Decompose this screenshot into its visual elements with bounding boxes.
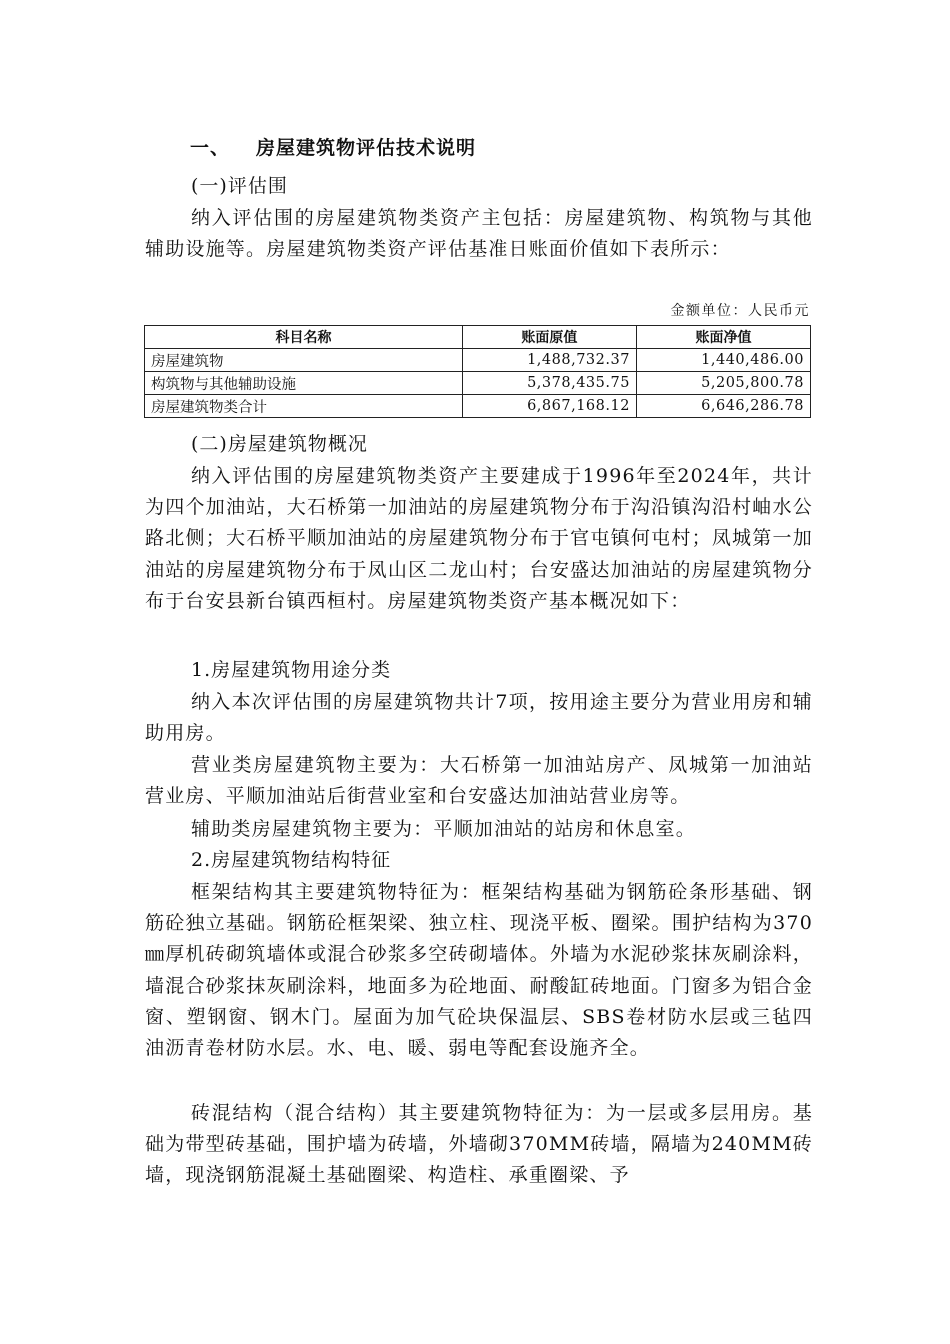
column-header: 账面原值 [462,326,636,349]
frame-structure-paragraph: 框架结构其主要建筑物特征为：框架结构基础为钢筋砼条形基础、钢筋砼独立基础。钢筋砼框架梁、独立柱、现浇平板、圈梁。围护结构为370㎜厚机砖砌筑墙体或混合砂浆多空砖砌墙体。外墙为水泥砂浆抹灰刷涂料，墙混合砂浆抹灰刷涂料，地面多为砼地面、耐酸缸砖地面。门窗多为铝合金窗、塑钢窗、钢木门。屋面为加气砼块保温层、SBS卷材防水层或三毡四油沥青卷材防水层。水、电、暖、弱电等配套设施齐全。 [145,881,813,1060]
original-value: 6,867,168.12 [462,395,636,418]
usage-paragraph: 纳入本次评估围的房屋建筑物共计7项，按用途主要分为营业用房和辅助用房。 [145,691,813,745]
book-value-table [144,325,811,418]
net-value: 6,646,286.78 [636,395,810,418]
item-name: 房屋建筑物 [145,349,463,372]
original-value: 1,488,732.37 [462,349,636,372]
table-row [145,349,811,372]
column-header: 账面净值 [636,326,810,349]
section-number: 一、 [190,137,231,159]
scope-paragraph: 纳入评估围的房屋建筑物类资产主包括：房屋建筑物、构筑物与其他辅助设施等。房屋建筑物类资产评估基准日账面价值如下表所示： [145,207,813,261]
net-value: 5,205,800.78 [636,372,810,395]
net-value: 1,440,486.00 [636,349,810,372]
usage-classification-title: 1.房屋建筑物用途分类 [191,659,392,681]
business-buildings-paragraph: 营业类房屋建筑物主要为：大石桥第一加油站房产、凤城第一加油站营业房、平顺加油站后街营业室和台安盛达加油站营业房等。 [145,754,813,808]
auxiliary-buildings-paragraph: 辅助类房屋建筑物主要为：平顺加油站的站房和休息室。 [191,818,697,840]
brick-structure-paragraph: 砖混结构（混合结构）其主要建筑物特征为：为一层或多层用房。基础为带型砖基础，围护墙为砖墙，外墙砌370MM砖墙，隔墙为240MM砖墙，现浇钢筋混凝土基础圈梁、构造柱、承重圈梁、予 [145,1102,813,1187]
table-header-row [145,326,811,349]
section-heading [190,133,476,160]
section-title: 房屋建筑物评估技术说明 [256,137,477,159]
original-value: 5,378,435.75 [462,372,636,395]
table-row [145,372,811,395]
currency-unit-note: 金额单位：人民币元 [670,303,810,319]
structure-features-title: 2.房屋建筑物结构特征 [191,849,392,871]
overview-paragraph: 纳入评估围的房屋建筑物类资产主要建成于1996年至2024年，共计为四个加油站，大石桥第一加油站的房屋建筑物分布于沟沿镇沟沿村岫水公路北侧；大石桥平顺加油站的房屋建筑物分布于官屯镇何屯村；凤城第一加油站的房屋建筑物分布于凤山区二龙山村；台安盛达加油站的房屋建筑物分布于台安县新台镇西桓村。房屋建筑物类资产基本概况如下： [145,465,813,612]
item-name: 房屋建筑物类合计 [145,395,463,418]
item-name: 构筑物与其他辅助设施 [145,372,463,395]
subsection-title-scope: (一)评估围 [191,175,288,197]
table-row [145,395,811,418]
subsection-title-overview: (二)房屋建筑物概况 [191,433,368,455]
column-header: 科目名称 [145,326,463,349]
